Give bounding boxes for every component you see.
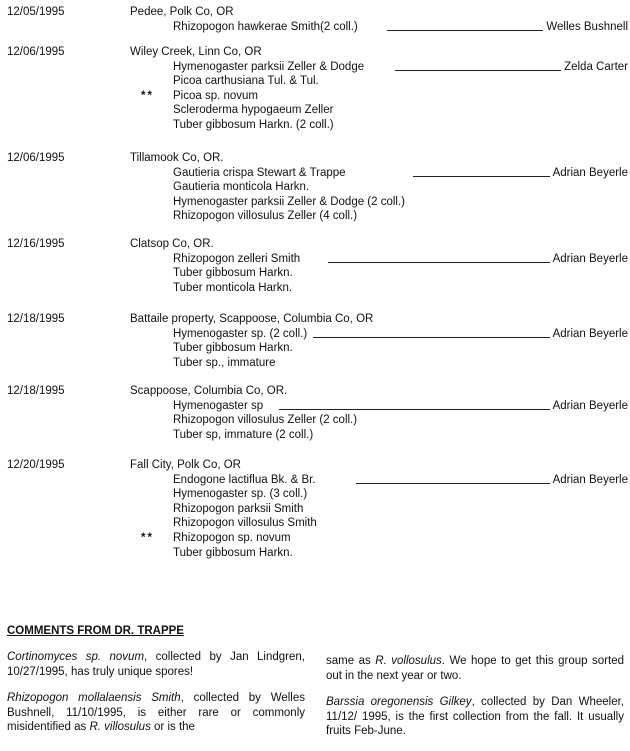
comments-left-column (7, 650, 305, 747)
species-name: Tuber gibbosum Harkn. (173, 342, 293, 355)
species-row (173, 473, 628, 488)
collector-name: Zelda Carter (561, 60, 628, 75)
species-name: Gautieria crispa Stewart & Trappe (173, 166, 346, 179)
species-name: Hymenogaster sp (173, 399, 264, 412)
comment-text: . We hope to get this group sorted out in the next year or two. (326, 655, 624, 682)
species-row (173, 20, 628, 35)
species-list (173, 399, 628, 443)
species-row (173, 399, 628, 414)
species-row (173, 180, 628, 195)
species-name: Cortinomyces sp. novum (7, 651, 145, 663)
collection-location: Wiley Creek, Linn Co, OR (130, 46, 262, 58)
comment-paragraph (7, 691, 305, 735)
species-row (173, 516, 628, 531)
species-name: Rhizopogon hawkerae Smith(2 coll.) (173, 20, 358, 33)
new-species-marker: ** (141, 531, 154, 544)
species-row (173, 166, 628, 181)
species-name: Tuber gibbosum Harkn. (2 coll.) (173, 118, 334, 131)
species-row (173, 195, 628, 210)
collection-location: Battaile property, Scappoose, Columbia Co, OR (130, 313, 374, 325)
species-name: Rhizopogon villosulus Zeller (4 coll.) (173, 210, 358, 223)
species-row (173, 546, 628, 561)
collection-date: 12/18/1995 (7, 385, 65, 397)
species-list (173, 166, 628, 224)
species-name: Rhizopogon villosulus Smith (173, 517, 317, 530)
species-row (173, 74, 628, 89)
collection-date: 12/20/1995 (7, 459, 65, 471)
comment-text: , collected by Jan Lindgren, 10/27/1995, has truly unique spores! (7, 651, 305, 678)
species-name: Rhizopogon mollalaensis Smith (7, 692, 181, 705)
species-name: Hymenogaster parksii Zeller & Dodge (173, 60, 365, 73)
species-row (173, 413, 628, 428)
species-name: Rhizopogon zelleri Smith (173, 252, 301, 265)
collector-name: Adrian Beyerle (550, 473, 628, 488)
species-row (173, 327, 628, 342)
comment-text: or is the (150, 721, 195, 734)
collection-location: Tillamook Co, OR. (130, 152, 224, 164)
species-name: Scleroderma hypogaeum Zeller (173, 104, 334, 117)
species-name: R. villosulus (89, 721, 151, 734)
species-name: Gautieria monticola Harkn. (173, 181, 310, 194)
species-name: Rhizopogon sp. novum (173, 531, 291, 544)
collection-date: 12/18/1995 (7, 313, 65, 325)
species-name: Hymenogaster sp. (3 coll.) (173, 488, 308, 501)
species-row (173, 502, 628, 517)
species-name: Tuber gibbosum Harkn. (173, 546, 293, 559)
species-name: R. vollosulus (375, 655, 442, 667)
species-row (173, 209, 628, 224)
species-name: Hymenogaster sp. (2 coll.) (173, 327, 308, 340)
species-name: Rhizopogon villosulus Zeller (2 coll.) (173, 414, 358, 427)
species-row (173, 118, 628, 133)
comment-text: , collected by Dan Wheeler, 11/12/ 1995, is the first collection from the fall. It usually fruits Feb-June. (326, 696, 624, 738)
species-row (173, 60, 628, 75)
species-row (173, 428, 628, 443)
collector-name: Adrian Beyerle (550, 399, 628, 414)
new-species-marker: ** (141, 89, 154, 102)
species-list (173, 327, 628, 371)
species-row (141, 89, 628, 104)
species-list (141, 60, 628, 133)
collector-name: Welles Bushnell (543, 20, 628, 35)
species-name: Picoa carthusiana Tul. & Tul. (173, 75, 319, 88)
species-name: Endogone lactiflua Bk. & Br. (173, 473, 316, 486)
collection-date: 12/06/1995 (7, 152, 65, 164)
comments-right-column (326, 654, 624, 751)
species-name: Rhizopogon parksii Smith (173, 502, 304, 515)
species-name: Tuber monticola Harkn. (173, 281, 293, 294)
collection-date: 12/06/1995 (7, 46, 65, 58)
collection-location: Pedee, Polk Co, OR (130, 6, 234, 18)
comment-paragraph (7, 650, 305, 679)
species-list (141, 473, 628, 561)
collection-location: Clatsop Co, OR. (130, 238, 214, 250)
species-name: Tuber sp., immature (173, 356, 276, 369)
comment-text: same as (326, 655, 376, 667)
species-name: Barssia oregonensis Gilkey (326, 696, 472, 709)
species-list (173, 252, 628, 296)
collection-date: 12/16/1995 (7, 238, 65, 250)
species-row (173, 487, 628, 502)
comments-heading: COMMENTS FROM DR. TRAPPE (7, 625, 184, 637)
collector-name: Adrian Beyerle (550, 252, 628, 267)
collection-location: Fall City, Polk Co, OR (130, 459, 241, 471)
species-row (173, 281, 628, 296)
species-row (173, 103, 628, 118)
species-row (141, 531, 628, 546)
collection-location: Scappoose, Columbia Co, OR. (130, 385, 288, 397)
collector-name: Adrian Beyerle (550, 327, 628, 342)
collection-date: 12/05/1995 (7, 6, 65, 18)
species-row (173, 341, 628, 356)
species-row (173, 266, 628, 281)
comment-paragraph (326, 654, 624, 683)
species-name: Tuber sp, immature (2 coll.) (173, 428, 314, 441)
species-row (173, 252, 628, 267)
species-name: Tuber gibbosum Harkn. (173, 267, 293, 280)
species-row (173, 356, 628, 371)
species-name: Hymenogaster parksii Zeller & Dodge (2 coll.) (173, 195, 406, 208)
species-list (173, 20, 628, 35)
species-name: Picoa sp. novum (173, 89, 259, 102)
comment-paragraph (326, 695, 624, 739)
collector-name: Adrian Beyerle (550, 166, 628, 181)
comment-text: , collected by Welles Bushnell, 11/10/1995, is either rare or commonly misidentified as (7, 692, 305, 734)
